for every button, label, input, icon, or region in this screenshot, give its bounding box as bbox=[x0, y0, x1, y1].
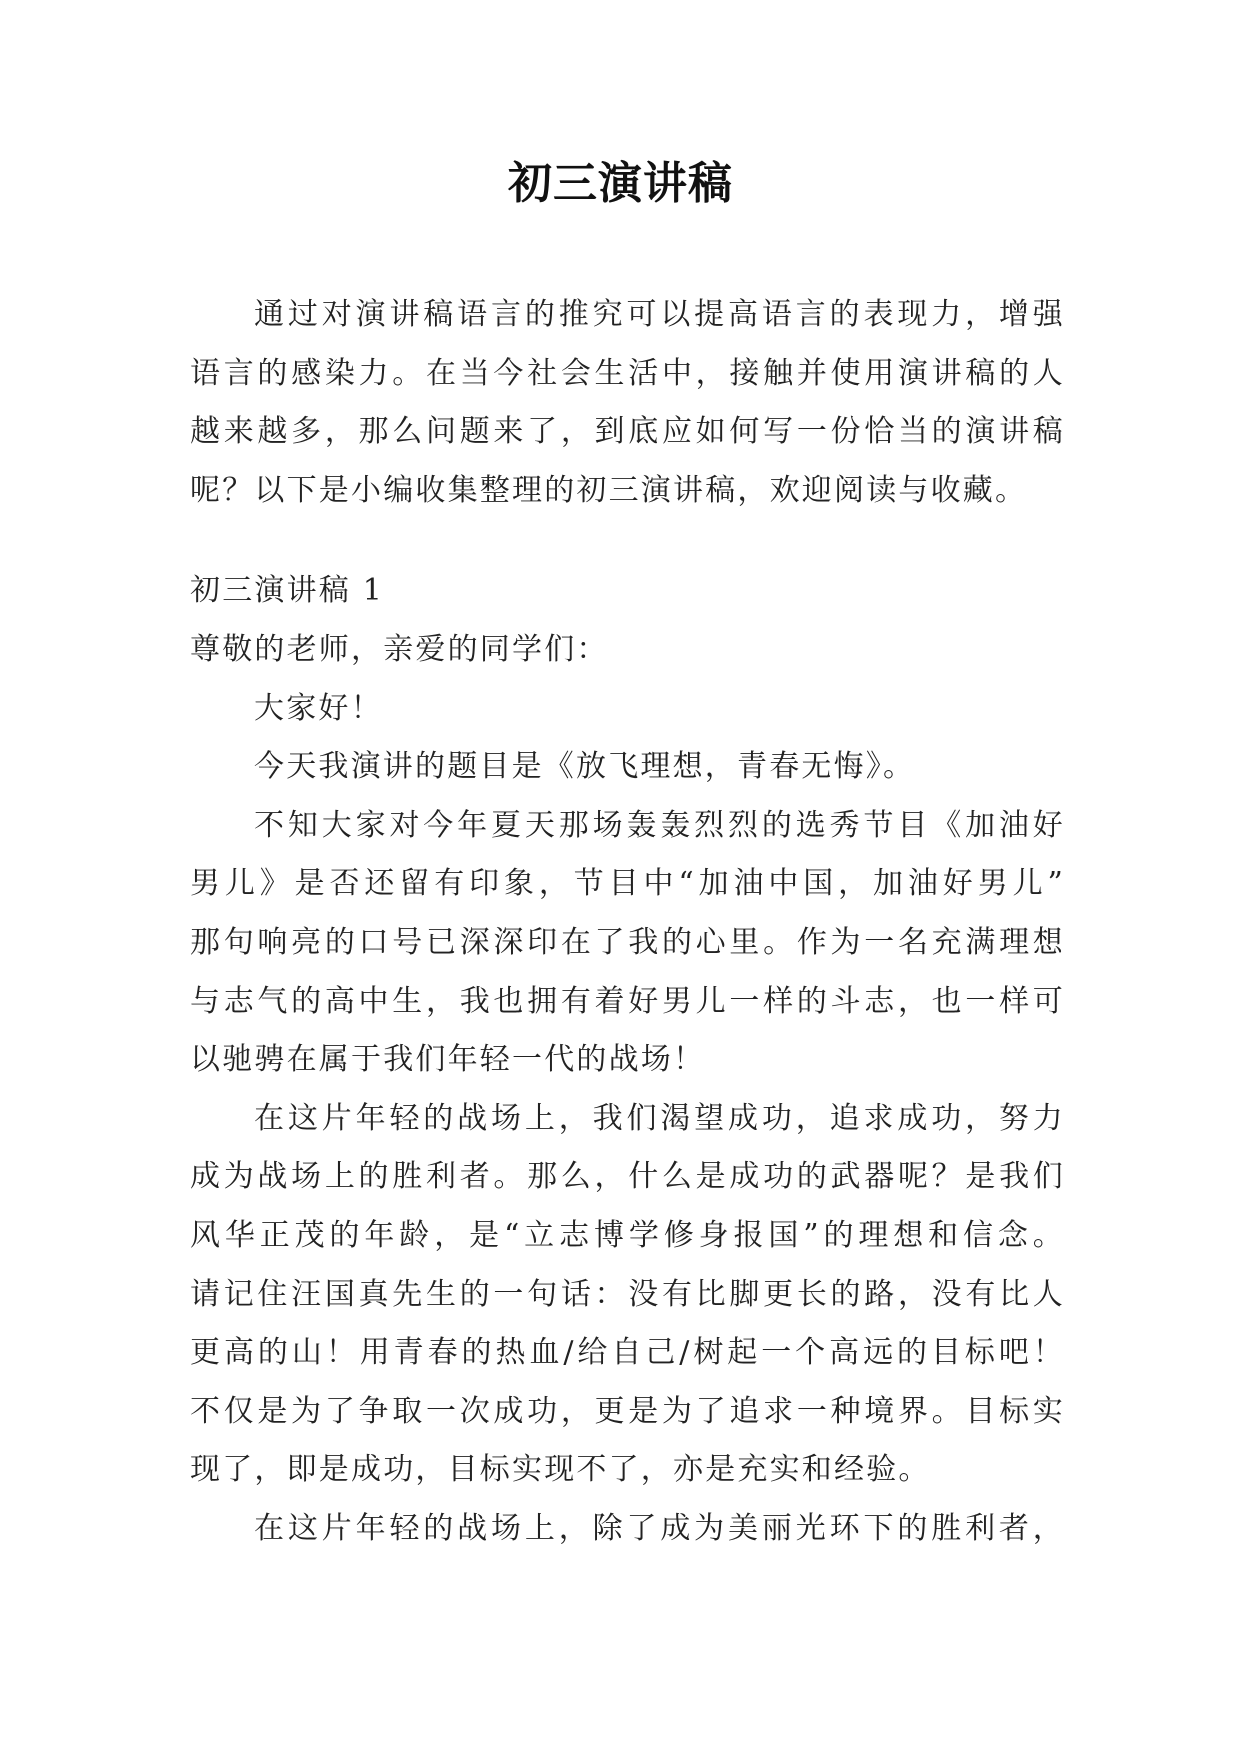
paragraph-line: 以驰骋在属于我们年轻一代的战场！ bbox=[190, 1042, 706, 1078]
paragraph-line: 请记住汪国真先生的一句话：没有比脚更长的路，没有比人 bbox=[190, 1276, 1065, 1312]
paragraph-line: 不仅是为了争取一次成功，更是为了追求一种境界。目标实 bbox=[190, 1393, 1065, 1429]
intro-line: 越来越多，那么问题来了，到底应如何写一份恰当的演讲稿 bbox=[190, 414, 1065, 450]
intro-line: 通过对演讲稿语言的推究可以提高语言的表现力，增强 bbox=[254, 297, 1065, 332]
paragraph-line: 在这片年轻的战场上，除了成为美丽光环下的胜利者， bbox=[254, 1510, 1065, 1546]
paragraph-line: 与志气的高中生，我也拥有着好男儿一样的斗志，也一样可 bbox=[190, 983, 1065, 1019]
paragraph-gap bbox=[190, 520, 1065, 562]
paragraph-line: 成为战场上的胜利者。那么，什么是成功的武器呢？是我们 bbox=[190, 1159, 1065, 1195]
document-title: 初三演讲稿 bbox=[508, 158, 733, 209]
intro-line: 呢？以下是小编收集整理的初三演讲稿，欢迎阅读与收藏。 bbox=[190, 472, 1028, 508]
salutation: 尊敬的老师，亲爱的同学们： bbox=[190, 631, 609, 667]
paragraph-line: 那句响亮的口号已深深印在了我的心里。作为一名充满理想 bbox=[190, 924, 1065, 960]
greeting: 大家好！ bbox=[254, 690, 383, 726]
topic-line: 今天我演讲的题目是《放飞理想，青春无悔》。 bbox=[254, 749, 916, 785]
paragraph-line: 不知大家对今年夏天那场轰轰烈烈的选秀节目《加油好 bbox=[254, 807, 1065, 843]
paragraph-line: 现了，即是成功，目标实现不了，亦是充实和经验。 bbox=[190, 1452, 931, 1488]
paragraph-line: 在这片年轻的战场上，我们渴望成功，追求成功，努力 bbox=[254, 1100, 1065, 1136]
intro-line: 语言的感染力。在当今社会生活中，接触并使用演讲稿的人 bbox=[190, 355, 1065, 391]
document-body bbox=[190, 286, 1065, 1558]
section-heading: 初三演讲稿 1 bbox=[190, 573, 385, 609]
paragraph-line: 更高的山！用青春的热血/给自己/树起一个高远的目标吧！ bbox=[190, 1335, 1065, 1371]
paragraph-line: 男儿》是否还留有印象，节目中“加油中国，加油好男儿” bbox=[190, 866, 1065, 902]
paragraph-line: 风华正茂的年龄，是“立志博学修身报国”的理想和信念。 bbox=[190, 1217, 1065, 1253]
